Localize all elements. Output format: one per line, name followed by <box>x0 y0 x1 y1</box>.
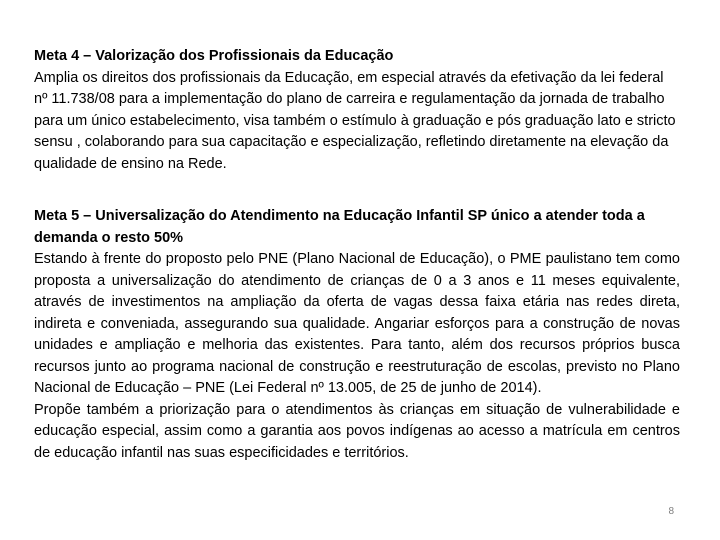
page-number: 8 <box>668 506 674 517</box>
meta-4-title: Meta 4 – Valorização dos Profissionais da Educação <box>34 48 394 64</box>
slide-content <box>34 46 680 464</box>
meta-5-section <box>34 206 680 464</box>
meta-5-title: Meta 5 – Universalização do Atendimento na Educação Infantil SP único a atender toda a demanda o resto 50% <box>34 208 645 246</box>
meta-5-body-2: Propõe também a priorização para o atendimentos às crianças em situação de vulnerabilidade e educação especial, assim como a garantia aos povos indígenas ao acesso a matrícula em centros de educação infantil nas suas especificidades e territórios. <box>34 401 680 461</box>
meta-4-body: Amplia os direitos dos profissionais da Educação, em especial através da efetivação da lei federal nº 11.738/08 para a implementação do plano de carreira e regulamentação da jornada de trabalho para um único estabelecimento, visa também o estímulo à graduação e pós graduação lato e stricto sensu , colaborando para sua capacitação e especialização, refletindo diretamente na elevação da qualidade de ensino na Rede. <box>34 69 676 172</box>
meta-4-section <box>34 46 680 175</box>
meta-5-body-1: Estando à frente do proposto pelo PNE (Plano Nacional de Educação), o PME paulistano tem como proposta a universalização do atendimento de crianças de 0 a 3 anos e 11 meses equivalente, através de investimentos na ampliação da oferta de vagas dessa faixa etária nas redes direta, indireta e conveniada, assegurando sua qualidade. Angariar esforços para a construção de novas unidades e ampliação e melhoria das existentes. Para tanto, além dos recursos próprios busca recursos junto ao programa nacional de construção e reestruturação de escolas, previsto no Plano Nacional de Educação – PNE (Lei Federal nº 13.005, de 25 de junho de 2014). <box>34 251 680 396</box>
